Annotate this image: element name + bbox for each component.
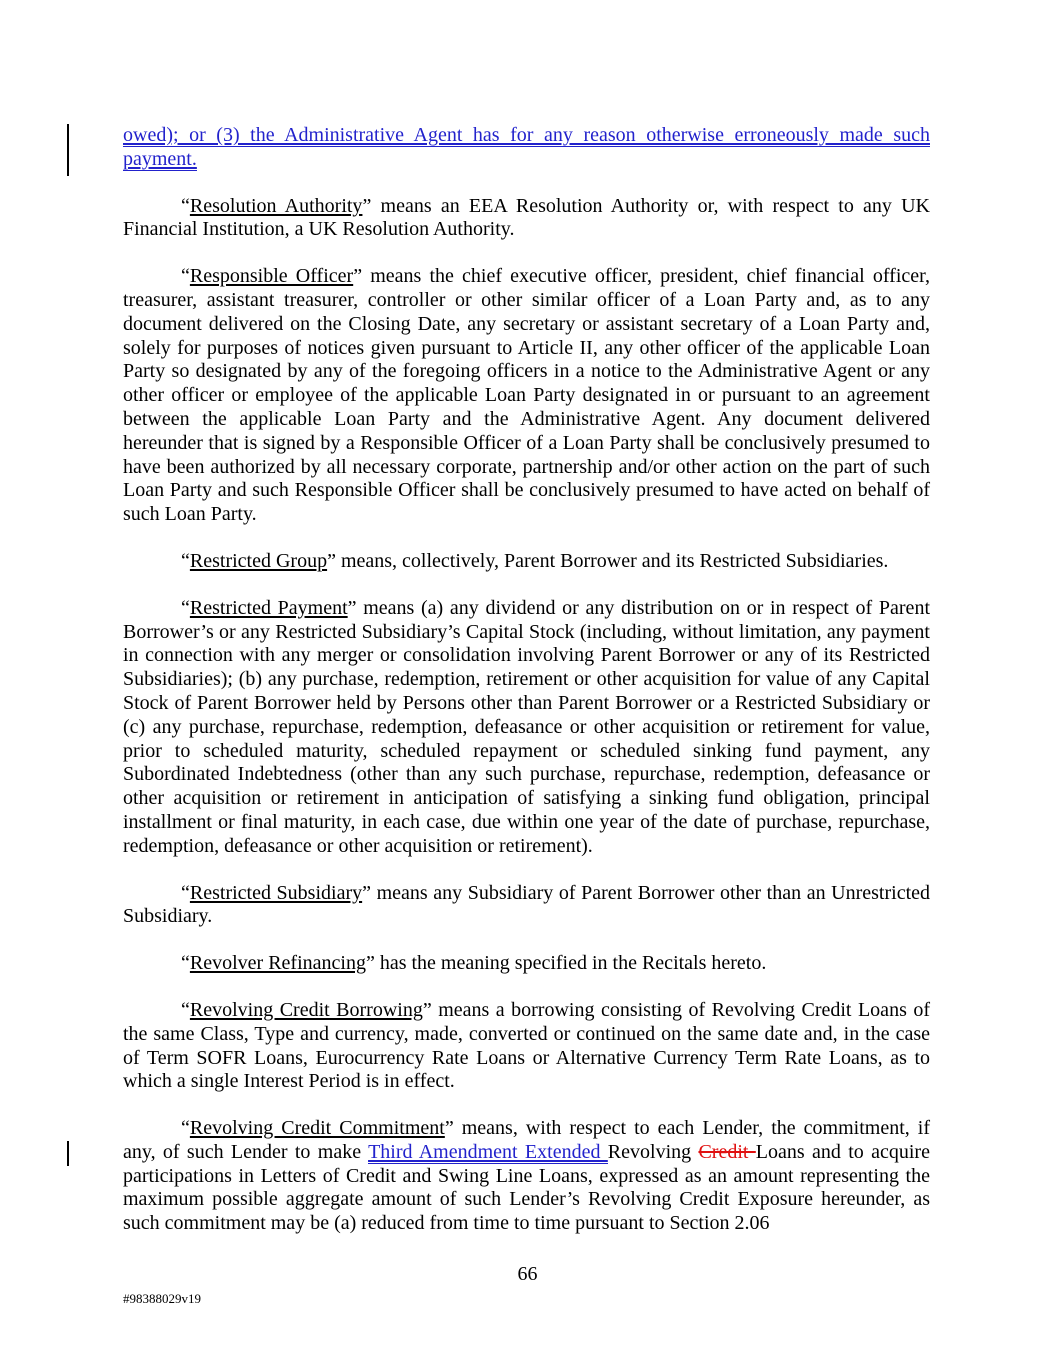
open-quote: “ xyxy=(181,549,190,572)
defined-term: Resolution Authority xyxy=(189,194,363,217)
paragraph-responsible-officer xyxy=(123,265,930,527)
page-number: 66 xyxy=(517,1263,538,1285)
open-quote: “ xyxy=(181,952,190,975)
definition-body: ” means (a) any dividend or any distribution on or in respect of Parent Borrower’s or any Restricted Subsidiary’s Capital Stock (including, without limitation, any payment in connection with any merger or consolidation involving Parent Borrower or any of its Restricted Subsidiaries); (b) any purchase, redemption, retirement or other acquisition for value of any Capital Stock of Parent Borrower held by Persons other than Parent Borrower or a Restricted Subsidiary or (c) any purchase, repurchase, redemption, defeasance or other acquisition or retirement for value, prior to scheduled maturity, scheduled repayment or scheduled sinking fund payment, any Subordinated Indebtedness (other than any such purchase, repurchase, redemption, defeasance or other acquisition or retirement in anticipation of satisfying a sinking fund obligation, principal installment or final maturity, in each case, due within one year of the date of purchase, repurchase, redemption, defeasance or other acquisition or retirement). xyxy=(123,596,930,857)
open-quote: “ xyxy=(181,194,190,217)
definition-body: ” means an EEA Resolution Authority or, with respect to any UK Financial Institution, a UK Resolution Authority. xyxy=(123,194,930,241)
definition-body: ” means any Subsidiary of Parent Borrower other than an Unrestricted Subsidiary. xyxy=(123,881,930,928)
definition-body: ” means the chief executive officer, president, chief financial officer, treasurer, assistant treasurer, controller or other similar officer of a Loan Party and, as to any document delivered on the Closing Date, any secretary or assistant secretary of a Loan Party and, solely for purposes of notices given pursuant to Article II, any other officer of the applicable Loan Party so designated by any of the foregoing officers in a notice to the Administrative Agent or any other officer or employee of the applicable Loan Party designated in or pursuant to an agreement between the applicable Loan Party and the Administrative Agent. Any document delivered hereunder that is signed by a Responsible Officer of a Loan Party shall be conclusively presumed to have been authorized by all necessary corporate, partnership and/or other action on the part of such Loan Party and such Responsible Officer shall be conclusively presumed to have acted on behalf of such Loan Party. xyxy=(123,265,930,526)
defined-term: Revolving Credit Borrowing xyxy=(189,998,423,1021)
paragraph-restricted-payment xyxy=(123,597,930,859)
definition-body: ” means, with respect to each Lender, the commitment, if any, of such Lender to make xyxy=(123,1117,930,1163)
open-quote: “ xyxy=(181,596,190,619)
defined-term: Revolver Refinancing xyxy=(189,952,366,975)
paragraph-revolver-refinancing xyxy=(123,952,930,976)
change-bar xyxy=(67,1141,69,1166)
defined-term: Revolving Credit Commitment xyxy=(189,1117,445,1140)
paragraph-revolving-credit-commitment xyxy=(123,1117,930,1236)
defined-term: Restricted Payment xyxy=(189,596,348,619)
paragraph-restricted-group xyxy=(123,550,930,574)
defined-term: Responsible Officer xyxy=(189,265,354,288)
paragraph-restricted-subsidiary xyxy=(123,882,930,930)
open-quote: “ xyxy=(181,1117,190,1140)
inserted-text: owed); or (3) the Administrative Agent has for any reason otherwise erroneously made such payment. xyxy=(123,124,930,170)
definition-body: ” means, collectively, Parent Borrower and its Restricted Subsidiaries. xyxy=(327,549,889,572)
open-quote: “ xyxy=(181,881,190,904)
paragraph-resolution-authority xyxy=(123,195,930,243)
page-content xyxy=(123,124,930,1259)
paragraph-inserted-continuation xyxy=(123,124,930,172)
document-id-footer: #98388029v19 xyxy=(123,1291,201,1306)
defined-term: Restricted Subsidiary xyxy=(189,881,363,904)
definition-body: ” has the meaning specified in the Recitals hereto. xyxy=(365,952,767,975)
inserted-text: Third Amendment Extended xyxy=(368,1140,608,1163)
open-quote: “ xyxy=(181,265,190,288)
open-quote: “ xyxy=(181,998,190,1021)
definition-body: Revolving xyxy=(607,1140,699,1163)
defined-term: Restricted Group xyxy=(189,549,328,572)
definition-body: ” means a borrowing consisting of Revolving Credit Loans of the same Class, Type and currency, made, converted or continued on the same date and, in the case of Term SOFR Loans, Eurocurrency Rate Loans or Alternative Currency Term Rate Loans, as to which a single Interest Period is in effect. xyxy=(123,998,930,1093)
paragraph-revolving-credit-borrowing xyxy=(123,999,930,1094)
deleted-text: Credit xyxy=(698,1140,756,1163)
definition-body: Loans and to acquire participations in Letters of Credit and Swing Line Loans, expressed as an amount representing the maximum possible aggregate amount of such Lender’s Revolving Credit Exposure hereunder, as such commitment may be (a) reduced from time to time pursuant to Section 2.06 xyxy=(123,1140,930,1235)
change-bar xyxy=(67,124,69,176)
